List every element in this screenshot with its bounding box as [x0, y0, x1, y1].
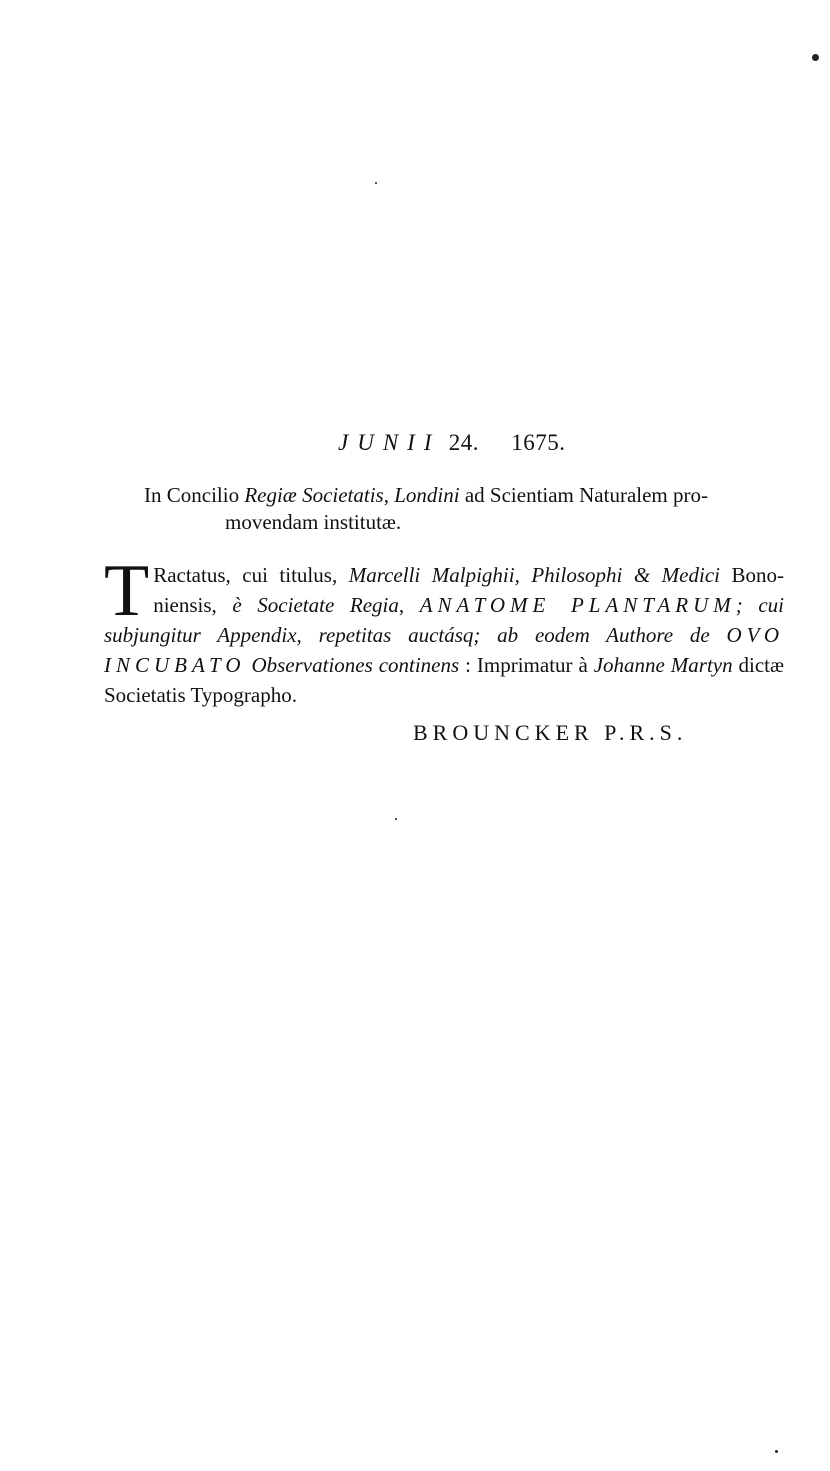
council-regiae-societatis: Regiæ Societatis	[244, 483, 384, 507]
ink-speck	[375, 182, 377, 184]
council-text-2: ad Scientiam Naturalem pro-	[459, 483, 709, 507]
body-text-1: Ractatus, cui titulus,	[153, 563, 349, 587]
date-day: 24.	[448, 430, 479, 455]
body-text-4	[710, 623, 727, 647]
council-londini: Londini	[394, 483, 460, 507]
date-heading	[338, 430, 565, 456]
imprimatur-paragraph	[104, 550, 785, 710]
ink-speck	[812, 54, 819, 61]
body-marcelli: Marcelli Malpighii, Philosophi & Medici	[348, 563, 720, 587]
body-text-7: dictæ Societatis Typographo.	[104, 653, 785, 707]
council-comma: ,	[383, 483, 395, 507]
body-johanne-martyn: Johanne Martyn	[593, 653, 733, 677]
council-text-3: movendam institutæ.	[225, 510, 402, 534]
date-month: JUNII	[338, 430, 441, 455]
body-ovo-incubato: OVO INCUBATO	[104, 623, 785, 677]
body-observationes: Observationes continens	[251, 653, 460, 677]
council-paragraph	[144, 482, 784, 536]
drop-cap: T	[104, 550, 150, 632]
body-anatome-plantarum: ANATOME PLANTARUM	[419, 593, 736, 617]
ink-speck	[775, 1450, 778, 1453]
council-text-1: In Concilio	[144, 483, 245, 507]
body-text-3: ,	[398, 593, 420, 617]
ink-speck	[395, 818, 397, 820]
signature: BROUNCKER P.R.S.	[413, 720, 688, 745]
body-text-6: : Imprimatur à	[459, 653, 594, 677]
body-cui-subjungitur: ; cui subjungitur Appendix, repetitas auctásq; ab eodem Authore de	[104, 593, 784, 647]
date-year: 1675.	[511, 430, 566, 455]
body-e-societate: è Societate Regia	[232, 593, 399, 617]
body-text-2: Bono-niensis,	[153, 563, 784, 617]
